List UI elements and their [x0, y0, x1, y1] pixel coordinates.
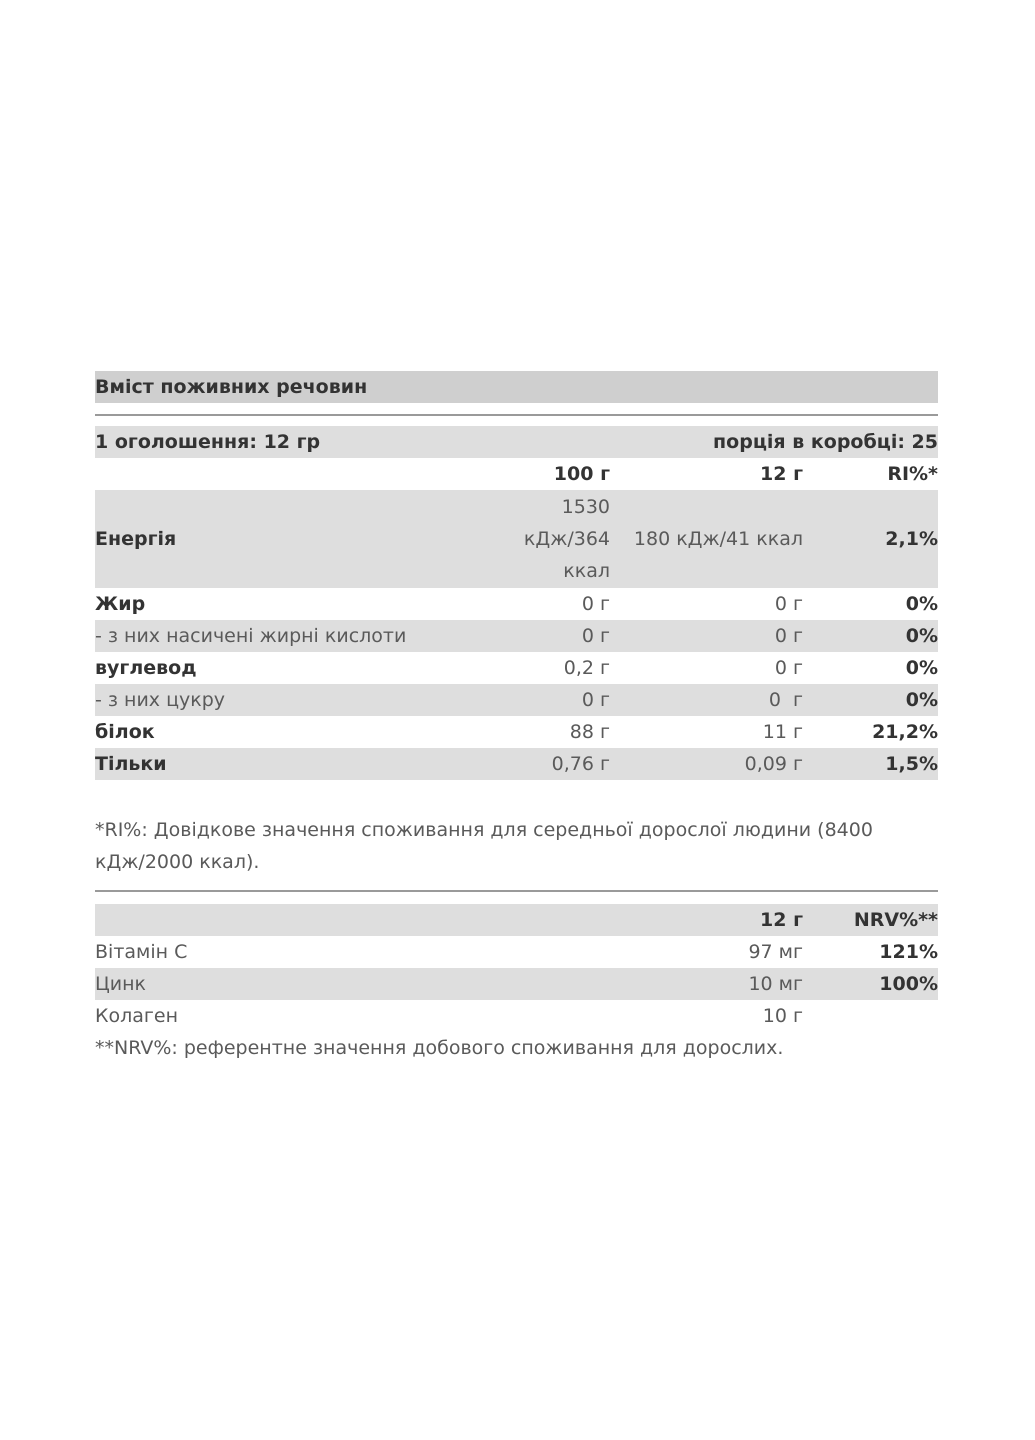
nutrient-row: [95, 684, 938, 716]
vitamin-row: [95, 968, 938, 1000]
header-vitamin-per-serving: 12 г: [760, 909, 803, 931]
nutrient-name: Тільки: [95, 753, 167, 775]
vitamin-name: Цинк: [95, 973, 146, 995]
nutrient-row: [95, 716, 938, 748]
vitamin-row: [95, 1000, 938, 1032]
ri-footnote: *RI%: Довідкове значення споживання для середньої дорослої людини (8400 кДж/2000 ккал).: [95, 819, 873, 873]
nutrient-header-row: [95, 458, 938, 490]
energy-ri: 2,1%: [885, 528, 938, 550]
header-ri: RI%*: [887, 463, 938, 485]
header-nrv: NRV%**: [853, 909, 938, 931]
nutrient-name: Енергія: [95, 528, 177, 550]
nutrient-per-serving: 0 г: [774, 593, 803, 615]
nutrient-per-serving: 0 г: [768, 689, 803, 711]
nutrient-name: Жир: [95, 593, 146, 615]
vitamin-row: [95, 936, 938, 968]
nutrient-name: - з них насичені жирні кислоти: [95, 625, 407, 647]
nutrient-per-serving: 0 г: [774, 657, 803, 679]
nrv-footnote: **NRV%: референтне значення добового споживання для дорослих.: [95, 1037, 784, 1059]
vitamin-amount: 97 мг: [748, 941, 803, 963]
nutrient-name: білок: [95, 721, 155, 743]
energy-per-100g: 1530 кДж/364 ккал: [523, 496, 610, 582]
nutrient-row: [95, 588, 938, 620]
nutrient-per-100g: 0 г: [581, 625, 610, 647]
nutrient-row: [95, 620, 938, 652]
servings-per-box: порція в коробці: 25: [713, 431, 938, 453]
nutrient-ri: 0%: [905, 657, 938, 679]
nutrient-per-100g: 0,76 г: [551, 753, 610, 775]
nutrient-per-serving: 11 г: [762, 721, 803, 743]
header-per-100g: 100 г: [553, 463, 610, 485]
vitamin-name: Колаген: [95, 1005, 178, 1027]
nutrient-name: - з них цукру: [95, 689, 226, 711]
vitamin-nrv: 100%: [879, 973, 938, 995]
vitamin-name: Вітамін С: [95, 941, 188, 963]
energy-row: [95, 490, 938, 588]
nutrient-ri: 21,2%: [872, 721, 938, 743]
vitamin-amount: 10 мг: [748, 973, 803, 995]
nutrient-per-serving: 0 г: [774, 625, 803, 647]
nutrient-ri: 1,5%: [885, 753, 938, 775]
nutrient-row: [95, 748, 938, 780]
serving-info-row: [95, 426, 938, 458]
nutrient-per-100g: 0,2 г: [563, 657, 610, 679]
nutrient-per-100g: 88 г: [569, 721, 610, 743]
nutrient-row: [95, 652, 938, 684]
header-per-serving: 12 г: [760, 463, 803, 485]
panel-title: Вміст поживних речовин: [95, 371, 938, 403]
nutrient-ri: 0%: [905, 625, 938, 647]
vitamin-amount: 10 г: [762, 1005, 803, 1027]
nutrient-per-serving: 0,09 г: [744, 753, 803, 775]
nutrient-name: вуглевод: [95, 657, 197, 679]
nutrient-per-100g: 0 г: [581, 593, 610, 615]
nutrient-per-100g: 0 г: [581, 689, 610, 711]
vitamin-header-row: [95, 904, 938, 936]
nutrient-ri: 0%: [905, 689, 938, 711]
energy-per-serving: 180 кДж/41 ккал: [633, 528, 803, 550]
serving-size: 1 оголошення: 12 гр: [95, 431, 321, 453]
vitamin-nrv: 121%: [879, 941, 938, 963]
nutrition-panel: [95, 371, 938, 1064]
nutrient-ri: 0%: [905, 593, 938, 615]
